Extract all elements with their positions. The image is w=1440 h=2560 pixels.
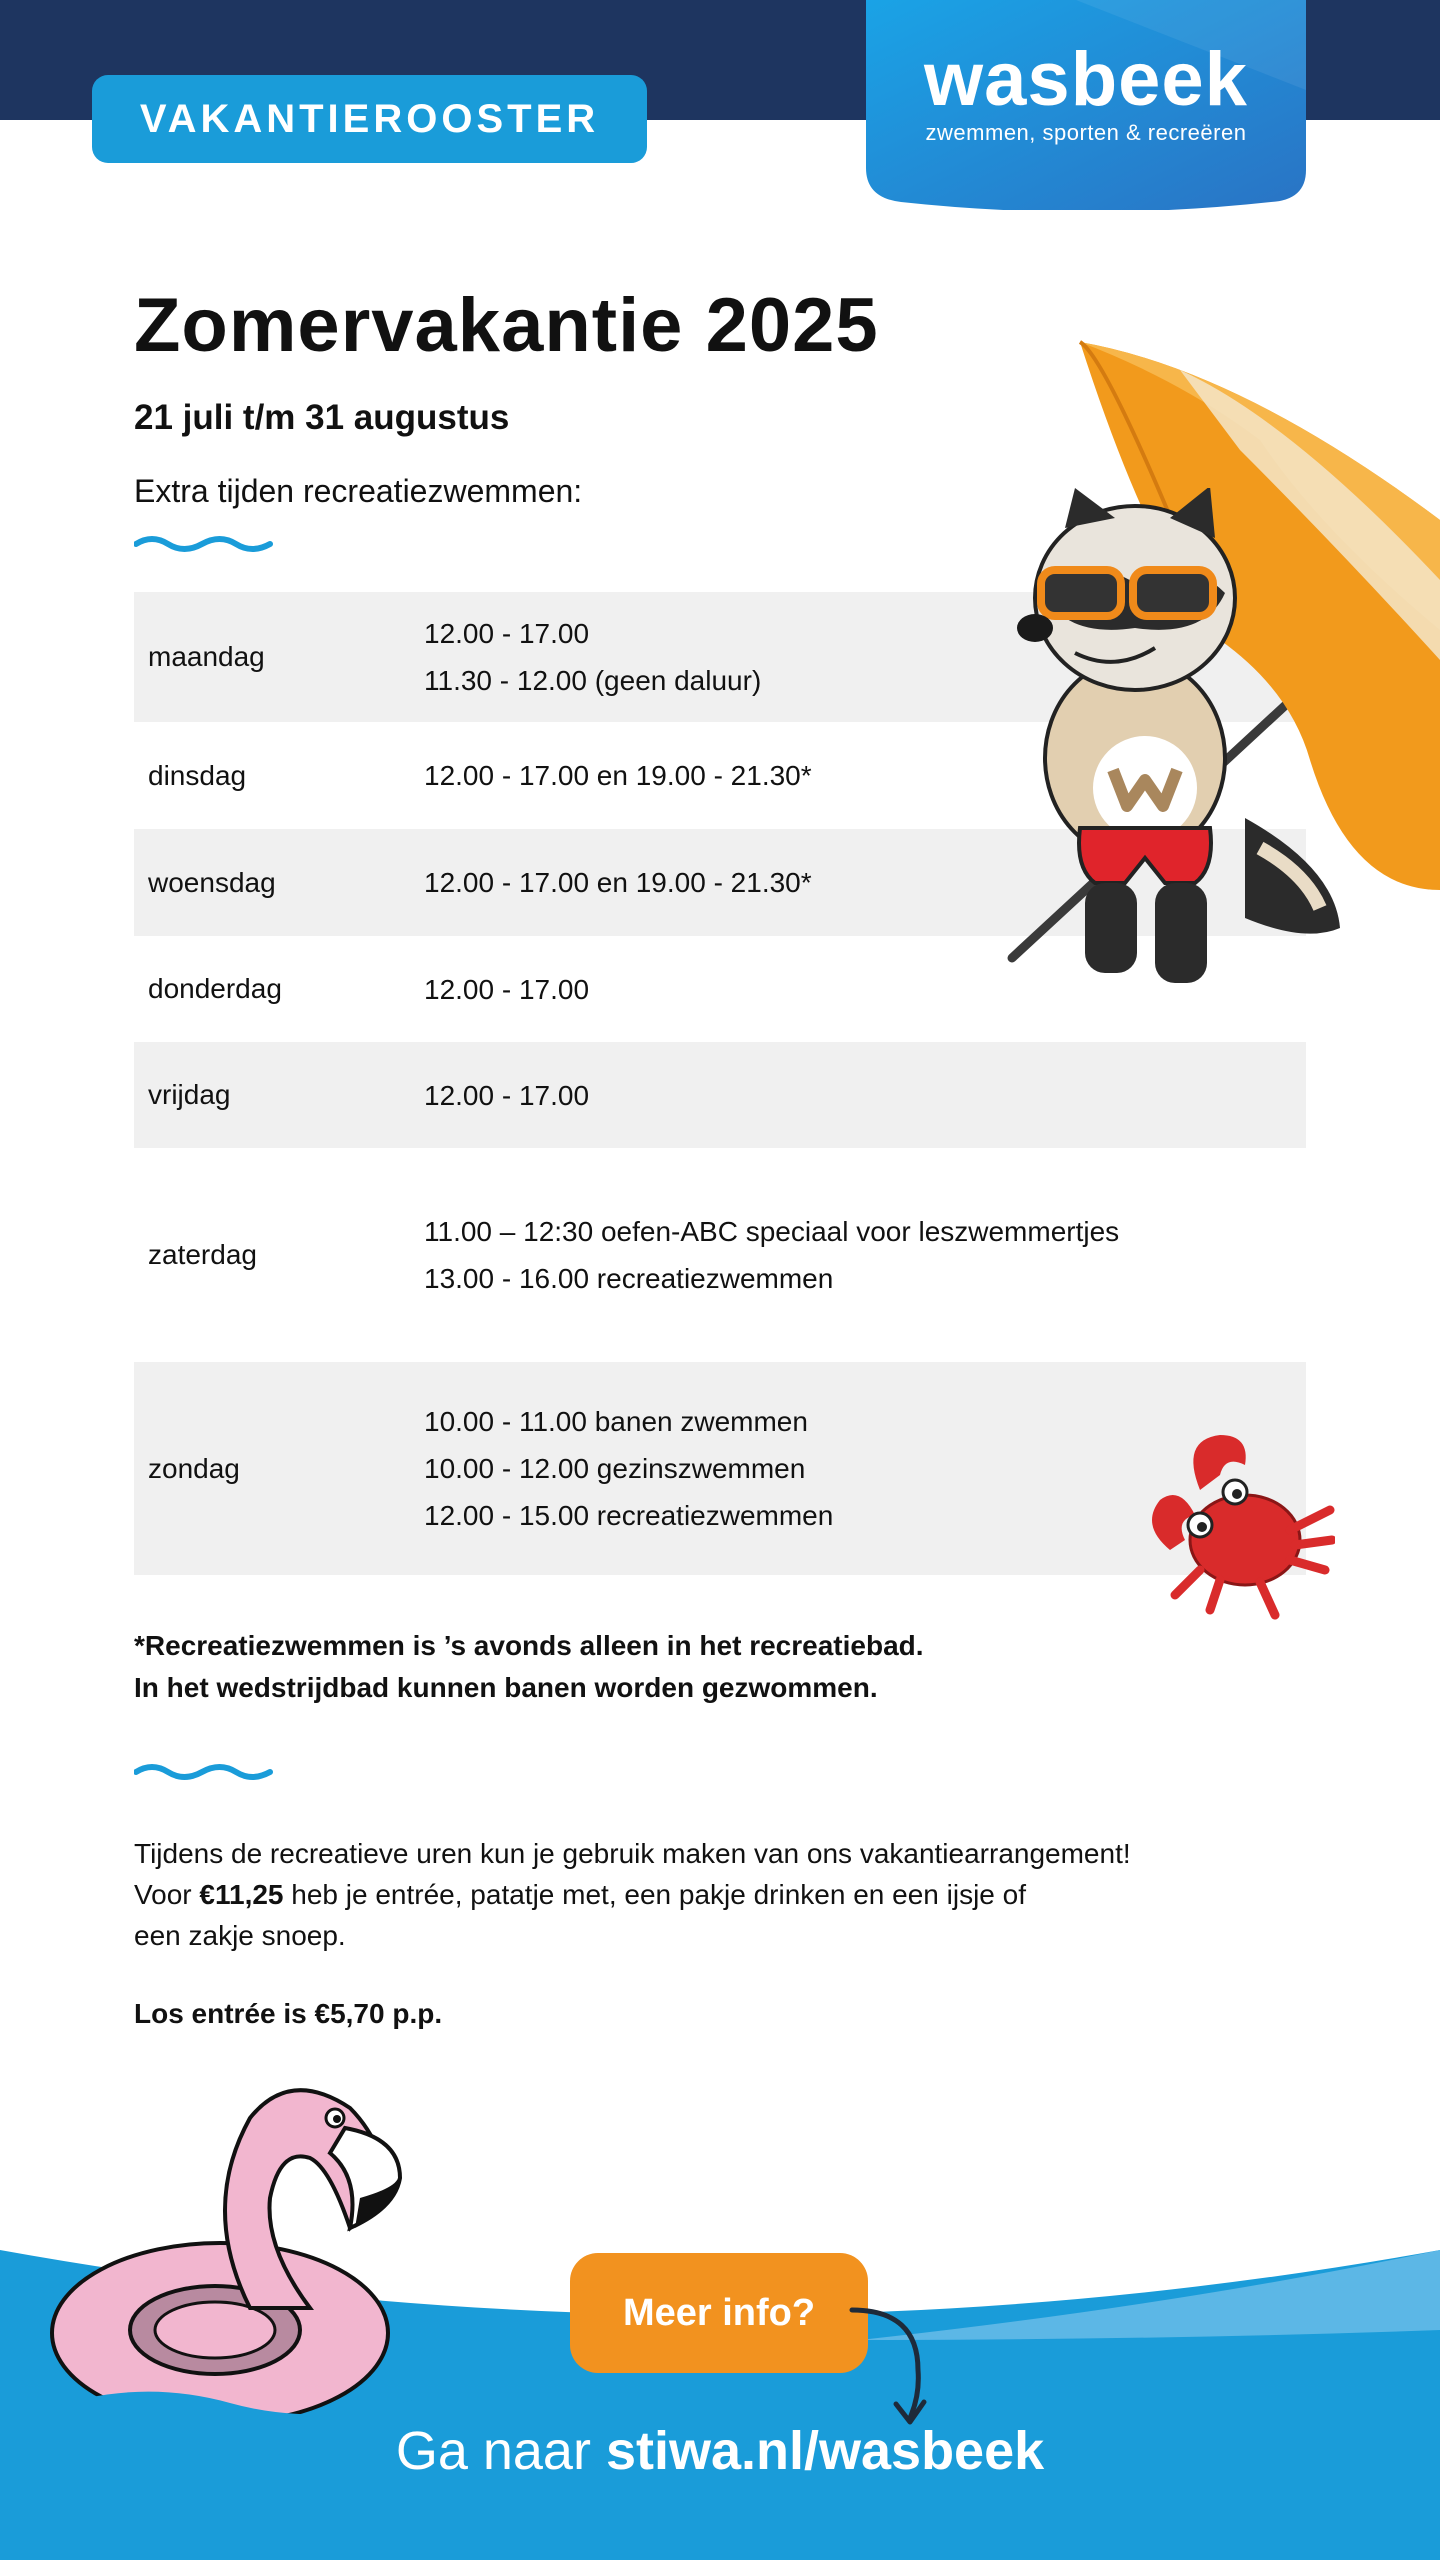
time-entry: 12.00 - 17.00 bbox=[424, 973, 590, 1005]
more-info-button[interactable]: Meer info? bbox=[570, 2253, 868, 2373]
logo-name: wasbeek bbox=[924, 37, 1248, 122]
time-entry: 12.00 - 17.00 bbox=[424, 618, 590, 649]
crab-icon bbox=[1140, 1430, 1335, 1620]
arrow-icon bbox=[848, 2300, 938, 2430]
para-text: heb je entrée, patatje met, een pakje drinken en een ijsje of bbox=[283, 1879, 1026, 1910]
entry-price: Los entrée is €5,70 p.p. bbox=[134, 1998, 443, 2029]
day-label: woensdag bbox=[148, 866, 276, 898]
flamingo-float-icon bbox=[50, 2068, 420, 2428]
evening-note bbox=[134, 1625, 924, 1709]
day-label: maandag bbox=[148, 641, 265, 672]
website-link[interactable]: stiwa.nl/wasbeek bbox=[605, 2421, 1045, 2481]
goto-text: Ga naar bbox=[395, 2421, 606, 2481]
time-entry: 12.00 - 17.00 bbox=[424, 1079, 590, 1111]
logo-tagline: zwemmen, sporten & recreëren bbox=[925, 120, 1247, 145]
time-list bbox=[424, 1208, 1119, 1302]
brand-logo bbox=[866, 0, 1306, 210]
note-line: In het wedstrijdbad kunnen banen worden gezwommen. bbox=[134, 1672, 878, 1703]
time-entry: 11.00 – 12:30 oefen-ABC speciaal voor leszwemmertjes bbox=[424, 1216, 1120, 1247]
page-badge: VAKANTIEROOSTER bbox=[92, 75, 647, 163]
time-entry: 10.00 - 12.00 gezinszwemmen bbox=[424, 1453, 806, 1484]
para-text: Voor bbox=[134, 1879, 200, 1910]
intro-text: Extra tijden recreatiezwemmen: bbox=[134, 473, 583, 509]
time-entry: 10.00 - 11.00 banen zwemmen bbox=[424, 1406, 808, 1437]
arrangement-price: €11,25 bbox=[199, 1879, 284, 1910]
time-entry: 11.30 - 12.00 (geen daluur) bbox=[424, 665, 762, 696]
table-row bbox=[134, 1148, 1306, 1362]
time-list bbox=[424, 859, 812, 906]
wave-divider-icon bbox=[134, 532, 274, 554]
day-label: donderdag bbox=[148, 973, 282, 1004]
website-callout bbox=[0, 2420, 1440, 2482]
table-row bbox=[134, 1362, 1306, 1575]
wave-divider-icon bbox=[134, 1760, 274, 1782]
arrangement-text bbox=[134, 1833, 1284, 1956]
day-label: dinsdag bbox=[148, 759, 247, 791]
table-row bbox=[134, 1042, 1306, 1148]
time-list bbox=[424, 1398, 833, 1539]
para-line: een zakje snoep. bbox=[134, 1920, 346, 1951]
para-line bbox=[134, 1874, 1284, 1915]
day-label: vrijdag bbox=[148, 1079, 231, 1110]
para-line: Tijdens de recreatieve uren kun je gebruik maken van ons vakantiearrangement! bbox=[134, 1838, 1131, 1869]
time-entry: 13.00 - 16.00 recreatiezwemmen bbox=[424, 1263, 834, 1294]
time-entry: 12.00 - 15.00 recreatiezwemmen bbox=[424, 1500, 834, 1531]
day-label: zaterdag bbox=[148, 1239, 257, 1270]
time-list bbox=[424, 1072, 589, 1119]
time-list bbox=[424, 752, 812, 799]
day-label: zondag bbox=[148, 1452, 240, 1484]
raccoon-mascot-icon bbox=[1005, 488, 1345, 1008]
date-range: 21 juli t/m 31 augustus bbox=[134, 398, 510, 437]
time-list bbox=[424, 966, 589, 1013]
page-title: Zomervakantie 2025 bbox=[134, 283, 879, 368]
time-entry: 12.00 - 17.00 en 19.00 - 21.30* bbox=[424, 867, 812, 898]
time-list bbox=[424, 610, 761, 704]
note-line: *Recreatiezwemmen is ’s avonds alleen in het recreatiebad. bbox=[134, 1630, 924, 1661]
time-entry: 12.00 - 17.00 en 19.00 - 21.30* bbox=[424, 760, 812, 791]
